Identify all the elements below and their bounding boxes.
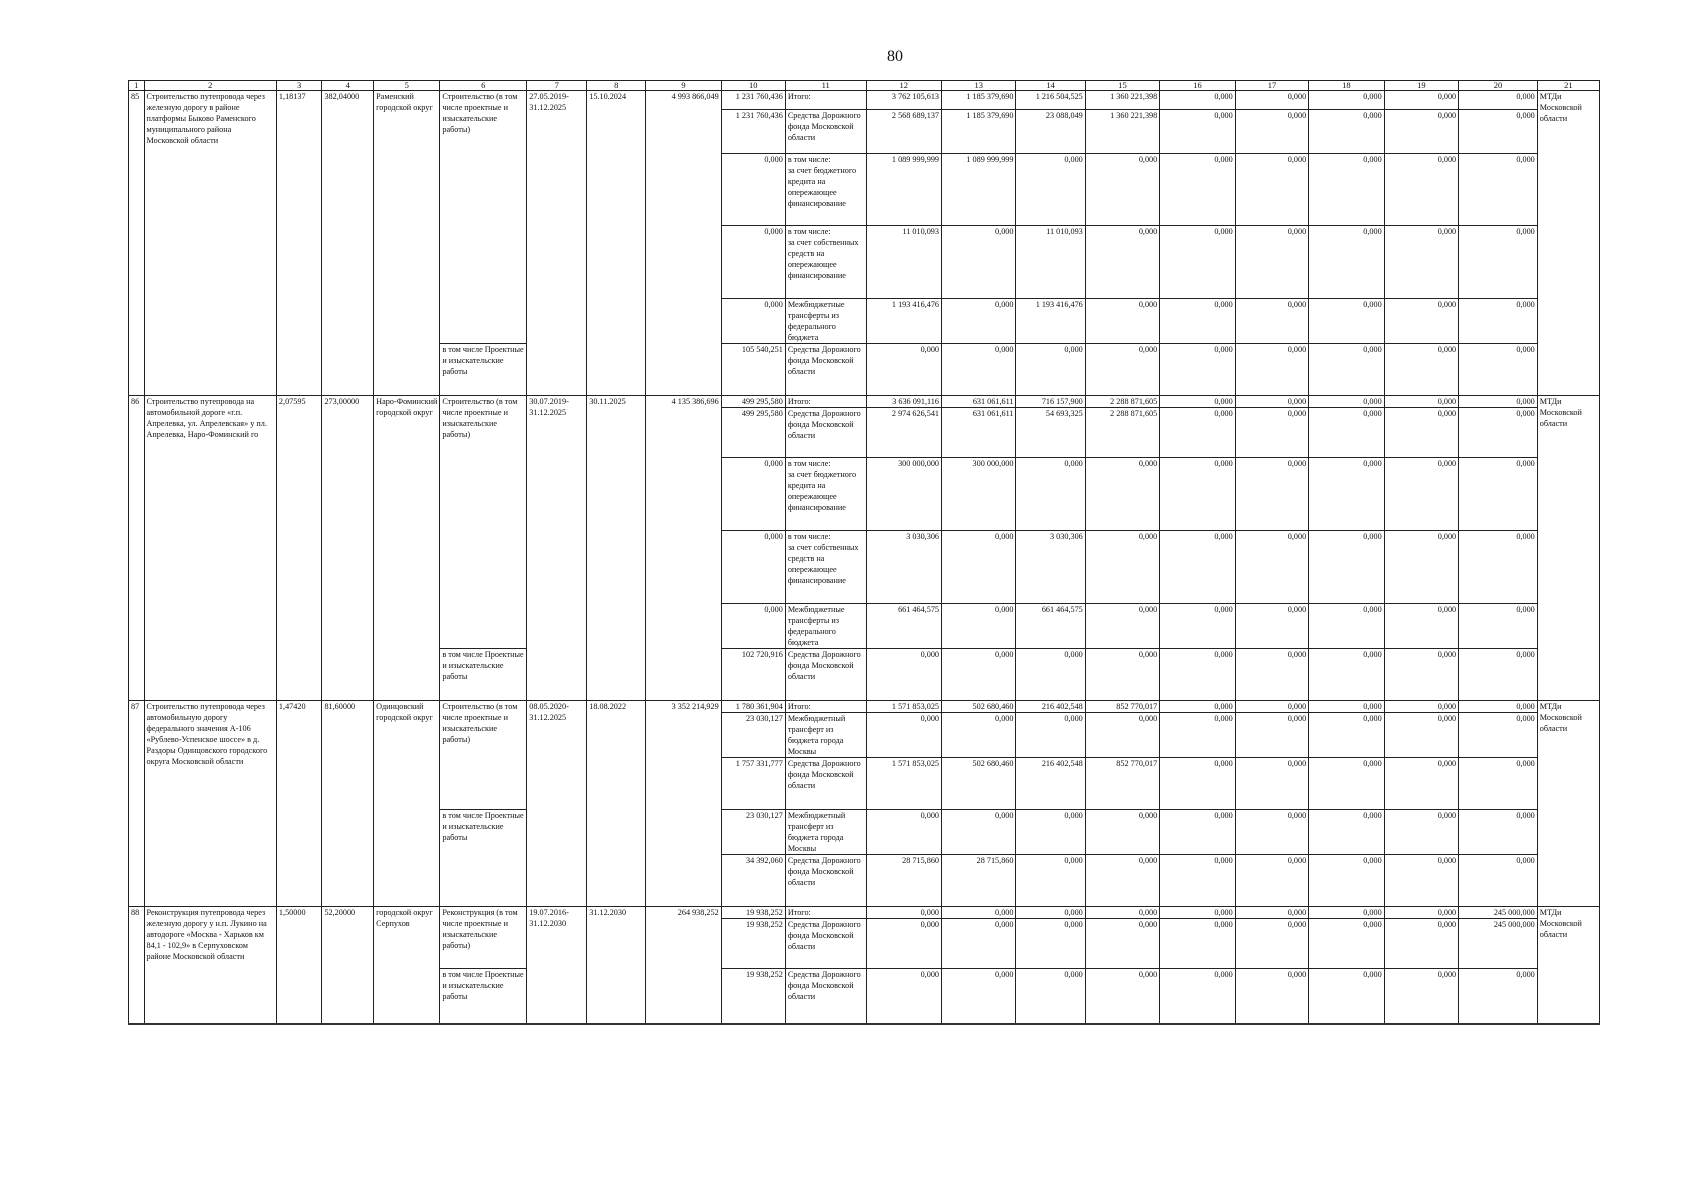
year-amount: 0,000 <box>1384 344 1458 396</box>
year-amount: 0,000 <box>942 713 1016 758</box>
column-number-header: 20 <box>1459 81 1538 91</box>
year-amount: 0,000 <box>1459 969 1538 1024</box>
financed-amount: 1 757 331,777 <box>721 758 785 810</box>
object-name: Строительство путепровода через автомобильную дорогу федерального значения А-106 «Рублево-Успенское шоссе» в д. Раздоры Одинцовского городского округа Московской области <box>144 701 276 907</box>
work-type: Строительство (в том числе проектные и изыскательские работы) <box>440 396 527 649</box>
year-amount: 0,000 <box>942 344 1016 396</box>
year-amount: 11 010,093 <box>866 226 942 299</box>
column-number-header: 10 <box>721 81 785 91</box>
financed-amount: 102 720,916 <box>721 649 785 701</box>
column-number-header: 9 <box>646 81 722 91</box>
column-number-header: 11 <box>785 81 866 91</box>
year-amount: 300 000,000 <box>866 458 942 531</box>
year-amount: 0,000 <box>1085 154 1159 226</box>
row-number: 88 <box>129 907 145 1024</box>
page-number: 80 <box>887 48 903 65</box>
year-amount: 0,000 <box>866 919 942 969</box>
year-amount: 0,000 <box>1235 713 1308 758</box>
budget-table-body <box>129 81 1600 1024</box>
year-amount: 0,000 <box>1384 907 1458 919</box>
length-m: 81,60000 <box>322 701 374 907</box>
year-amount: 0,000 <box>1160 649 1236 701</box>
column-number-header: 18 <box>1309 81 1385 91</box>
financed-amount: 1 231 760,436 <box>721 110 785 154</box>
financed-amount: 34 392,060 <box>721 855 785 907</box>
financed-amount: 23 030,127 <box>721 810 785 855</box>
year-amount: 502 680,460 <box>942 758 1016 810</box>
responsible-body: МТДи Московской области <box>1537 907 1599 1024</box>
year-amount: 0,000 <box>1459 758 1538 810</box>
year-amount: 0,000 <box>1160 226 1236 299</box>
year-amount: 0,000 <box>1309 344 1385 396</box>
year-amount: 1 193 416,476 <box>866 299 942 344</box>
column-number-header: 4 <box>322 81 374 91</box>
year-amount: 28 715,860 <box>942 855 1016 907</box>
year-amount: 11 010,093 <box>1016 226 1085 299</box>
funding-source: Итого: <box>785 701 866 713</box>
column-number-header: 8 <box>587 81 646 91</box>
financed-amount: 1 231 760,436 <box>721 91 785 110</box>
year-amount: 1 216 504,525 <box>1016 91 1085 110</box>
year-amount: 3 030,306 <box>866 531 942 604</box>
funding-source: Средства Дорожного фонда Московской области <box>785 408 866 458</box>
year-amount: 0,000 <box>1459 701 1538 713</box>
year-amount: 0,000 <box>942 810 1016 855</box>
year-amount: 661 464,575 <box>1016 604 1085 649</box>
year-amount: 0,000 <box>1016 649 1085 701</box>
year-amount: 0,000 <box>1384 701 1458 713</box>
year-amount: 3 030,306 <box>1016 531 1085 604</box>
year-amount: 3 762 105,613 <box>866 91 942 110</box>
year-amount: 0,000 <box>1309 91 1385 110</box>
column-number-header: 12 <box>866 81 942 91</box>
financed-amount: 0,000 <box>721 299 785 344</box>
year-amount: 0,000 <box>1235 458 1308 531</box>
year-amount: 0,000 <box>1309 649 1385 701</box>
object-name: Строительство путепровода через железную дорогу в районе платформы Быково Раменского муниципального района Московской области <box>144 91 276 396</box>
year-amount: 0,000 <box>1309 919 1385 969</box>
column-number-header: 21 <box>1537 81 1599 91</box>
year-amount: 0,000 <box>1085 604 1159 649</box>
year-amount: 0,000 <box>1085 299 1159 344</box>
year-amount: 0,000 <box>1309 396 1385 408</box>
work-type: в том числе Проектные и изыскательские работы <box>440 969 527 1024</box>
year-amount: 0,000 <box>1085 531 1159 604</box>
year-amount: 0,000 <box>1016 855 1085 907</box>
year-amount: 0,000 <box>1309 855 1385 907</box>
year-amount: 0,000 <box>1016 344 1085 396</box>
funding-source: в том числе: за счет бюджетного кредита на опережающее финансирование <box>785 154 866 226</box>
year-amount: 631 061,611 <box>942 408 1016 458</box>
year-amount: 1 571 853,025 <box>866 758 942 810</box>
year-amount: 0,000 <box>1384 531 1458 604</box>
responsible-body: МТДи Московской области <box>1537 91 1599 396</box>
funding-source: Средства Дорожного фонда Московской области <box>785 344 866 396</box>
year-amount: 0,000 <box>866 810 942 855</box>
year-amount: 0,000 <box>866 649 942 701</box>
funding-source: Средства Дорожного фонда Московской области <box>785 758 866 810</box>
financed-amount: 0,000 <box>721 154 785 226</box>
year-amount: 0,000 <box>1016 919 1085 969</box>
year-amount: 0,000 <box>1235 907 1308 919</box>
column-number-header: 7 <box>527 81 587 91</box>
financed-amount: 0,000 <box>721 604 785 649</box>
year-amount: 0,000 <box>1384 919 1458 969</box>
year-amount: 1 360 221,398 <box>1085 110 1159 154</box>
work-period: 08.05.2020- 31.12.2025 <box>527 701 587 907</box>
column-number-header: 14 <box>1016 81 1085 91</box>
year-amount: 0,000 <box>866 713 942 758</box>
work-type: в том числе Проектные и изыскательские работы <box>440 344 527 396</box>
year-amount: 0,000 <box>1160 701 1236 713</box>
year-amount: 1 089 999,999 <box>942 154 1016 226</box>
year-amount: 0,000 <box>1160 907 1236 919</box>
year-amount: 0,000 <box>1459 531 1538 604</box>
year-amount: 0,000 <box>1384 154 1458 226</box>
financed-amount: 19 938,252 <box>721 969 785 1024</box>
year-amount: 0,000 <box>1309 758 1385 810</box>
length-m: 52,20000 <box>322 907 374 1024</box>
financed-amount: 19 938,252 <box>721 919 785 969</box>
year-amount: 0,000 <box>1384 855 1458 907</box>
year-amount: 0,000 <box>1160 758 1236 810</box>
estimated-cost: 3 352 214,929 <box>646 701 722 907</box>
responsible-body: МТДи Московской области <box>1537 396 1599 701</box>
year-amount: 23 088,049 <box>1016 110 1085 154</box>
completion-date: 30.11.2025 <box>587 396 646 701</box>
estimated-cost: 264 938,252 <box>646 907 722 1024</box>
year-amount: 0,000 <box>1459 649 1538 701</box>
year-amount: 0,000 <box>1235 649 1308 701</box>
year-amount: 0,000 <box>1235 408 1308 458</box>
year-amount: 0,000 <box>1384 408 1458 458</box>
year-amount: 0,000 <box>1459 154 1538 226</box>
year-amount: 0,000 <box>1160 110 1236 154</box>
year-amount: 0,000 <box>1384 91 1458 110</box>
year-amount: 0,000 <box>1085 226 1159 299</box>
year-amount: 0,000 <box>1309 969 1385 1024</box>
year-amount: 2 288 871,605 <box>1085 396 1159 408</box>
year-amount: 2 568 689,137 <box>866 110 942 154</box>
year-amount: 0,000 <box>1160 458 1236 531</box>
year-amount: 0,000 <box>1459 344 1538 396</box>
year-amount: 0,000 <box>1459 408 1538 458</box>
year-amount: 0,000 <box>942 531 1016 604</box>
year-amount: 216 402,548 <box>1016 701 1085 713</box>
year-amount: 0,000 <box>1309 531 1385 604</box>
financed-amount: 105 540,251 <box>721 344 785 396</box>
year-amount: 0,000 <box>1016 154 1085 226</box>
year-amount: 0,000 <box>1085 713 1159 758</box>
year-amount: 0,000 <box>1085 919 1159 969</box>
year-amount: 0,000 <box>1384 604 1458 649</box>
year-amount: 216 402,548 <box>1016 758 1085 810</box>
year-amount: 0,000 <box>1384 396 1458 408</box>
year-amount: 0,000 <box>1235 299 1308 344</box>
year-amount: 0,000 <box>942 969 1016 1024</box>
year-amount: 245 000,000 <box>1459 907 1538 919</box>
year-amount: 0,000 <box>1459 855 1538 907</box>
column-number-header: 6 <box>440 81 527 91</box>
year-amount: 0,000 <box>866 969 942 1024</box>
year-amount: 0,000 <box>1160 91 1236 110</box>
year-amount: 852 770,017 <box>1085 701 1159 713</box>
financed-amount: 23 030,127 <box>721 713 785 758</box>
completion-date: 18.08.2022 <box>587 701 646 907</box>
work-type: Строительство (в том числе проектные и изыскательские работы) <box>440 701 527 810</box>
year-amount: 0,000 <box>1160 810 1236 855</box>
funding-source: Итого: <box>785 396 866 408</box>
year-amount: 0,000 <box>1235 344 1308 396</box>
year-amount: 300 000,000 <box>942 458 1016 531</box>
year-amount: 54 693,325 <box>1016 408 1085 458</box>
column-number-header: 3 <box>276 81 322 91</box>
funding-source: Межбюджетные трансферты из федерального бюджета <box>785 299 866 344</box>
year-amount: 0,000 <box>1235 855 1308 907</box>
year-amount: 0,000 <box>1384 713 1458 758</box>
year-amount: 0,000 <box>1016 907 1085 919</box>
column-number-row <box>129 81 1600 91</box>
row-number: 86 <box>129 396 145 701</box>
table-row <box>129 91 1600 110</box>
year-amount: 0,000 <box>1085 649 1159 701</box>
year-amount: 0,000 <box>1309 907 1385 919</box>
year-amount: 0,000 <box>1016 969 1085 1024</box>
length-m: 273,00000 <box>322 396 374 701</box>
year-amount: 0,000 <box>1384 649 1458 701</box>
funding-source: Средства Дорожного фонда Московской области <box>785 919 866 969</box>
year-amount: 0,000 <box>1160 299 1236 344</box>
year-amount: 0,000 <box>1235 110 1308 154</box>
year-amount: 0,000 <box>1309 604 1385 649</box>
year-amount: 1 360 221,398 <box>1085 91 1159 110</box>
year-amount: 0,000 <box>1384 110 1458 154</box>
year-amount: 0,000 <box>1384 758 1458 810</box>
year-amount: 0,000 <box>1459 110 1538 154</box>
column-number-header: 16 <box>1160 81 1236 91</box>
year-amount: 245 000,000 <box>1459 919 1538 969</box>
year-amount: 0,000 <box>1160 604 1236 649</box>
year-amount: 0,000 <box>1016 713 1085 758</box>
row-number: 85 <box>129 91 145 396</box>
year-amount: 2 974 626,541 <box>866 408 942 458</box>
year-amount: 0,000 <box>942 299 1016 344</box>
year-amount: 0,000 <box>1235 531 1308 604</box>
year-amount: 0,000 <box>942 649 1016 701</box>
funding-source: в том числе: за счет собственных средств на опережающее финансирование <box>785 226 866 299</box>
municipality: Раменский городской округ <box>374 91 440 396</box>
year-amount: 0,000 <box>1309 713 1385 758</box>
year-amount: 0,000 <box>1309 408 1385 458</box>
year-amount: 0,000 <box>1235 758 1308 810</box>
year-amount: 0,000 <box>1309 154 1385 226</box>
completion-date: 31.12.2030 <box>587 907 646 1024</box>
year-amount: 3 636 091,116 <box>866 396 942 408</box>
table-row <box>129 396 1600 408</box>
funding-source: Средства Дорожного фонда Московской области <box>785 649 866 701</box>
year-amount: 0,000 <box>1459 396 1538 408</box>
column-number-header: 15 <box>1085 81 1159 91</box>
funding-source: Межбюджетный трансферт из бюджета города Москвы <box>785 810 866 855</box>
length-km: 1,50000 <box>276 907 322 1024</box>
funding-source: в том числе: за счет бюджетного кредита на опережающее финансирование <box>785 458 866 531</box>
column-number-header: 17 <box>1235 81 1308 91</box>
work-period: 27.05.2019- 31.12.2025 <box>527 91 587 396</box>
year-amount: 0,000 <box>1160 344 1236 396</box>
municipality: Наро-Фоминский городской округ <box>374 396 440 701</box>
funding-source: Средства Дорожного фонда Московской области <box>785 110 866 154</box>
column-number-header: 13 <box>942 81 1016 91</box>
object-name: Реконструкция путепровода через железную дорогу у н.п. Лукино на автодороге «Москва - Харьков км 84,1 - 102,9» в Серпуховском районе Московской области <box>144 907 276 1024</box>
year-amount: 631 061,611 <box>942 396 1016 408</box>
year-amount: 0,000 <box>1235 810 1308 855</box>
length-km: 2,07595 <box>276 396 322 701</box>
year-amount: 716 157,900 <box>1016 396 1085 408</box>
year-amount: 0,000 <box>942 226 1016 299</box>
year-amount: 0,000 <box>1160 969 1236 1024</box>
budget-table <box>128 80 1600 1025</box>
year-amount: 0,000 <box>1235 91 1308 110</box>
year-amount: 2 288 871,605 <box>1085 408 1159 458</box>
year-amount: 0,000 <box>866 344 942 396</box>
year-amount: 0,000 <box>1384 226 1458 299</box>
year-amount: 0,000 <box>1160 396 1236 408</box>
year-amount: 0,000 <box>1384 969 1458 1024</box>
year-amount: 0,000 <box>1459 91 1538 110</box>
year-amount: 0,000 <box>1085 855 1159 907</box>
funding-source: Средства Дорожного фонда Московской области <box>785 855 866 907</box>
year-amount: 0,000 <box>866 907 942 919</box>
year-amount: 0,000 <box>1085 969 1159 1024</box>
table-row <box>129 907 1600 919</box>
year-amount: 1 089 999,999 <box>866 154 942 226</box>
year-amount: 1 571 853,025 <box>866 701 942 713</box>
year-amount: 0,000 <box>1384 810 1458 855</box>
funding-source: Итого: <box>785 91 866 110</box>
year-amount: 0,000 <box>1016 810 1085 855</box>
year-amount: 0,000 <box>1384 299 1458 344</box>
year-amount: 0,000 <box>1459 810 1538 855</box>
work-type: в том числе Проектные и изыскательские работы <box>440 810 527 907</box>
funding-source: Средства Дорожного фонда Московской области <box>785 969 866 1024</box>
year-amount: 0,000 <box>1085 810 1159 855</box>
responsible-body: МТДи Московской области <box>1537 701 1599 907</box>
year-amount: 0,000 <box>1309 226 1385 299</box>
column-number-header: 2 <box>144 81 276 91</box>
year-amount: 0,000 <box>1085 458 1159 531</box>
municipality: городской округ Серпухов <box>374 907 440 1024</box>
year-amount: 0,000 <box>1160 531 1236 604</box>
table-row <box>129 701 1600 713</box>
column-number-header: 5 <box>374 81 440 91</box>
year-amount: 0,000 <box>1085 344 1159 396</box>
year-amount: 0,000 <box>1235 701 1308 713</box>
work-type: в том числе Проектные и изыскательские работы <box>440 649 527 701</box>
year-amount: 0,000 <box>1459 226 1538 299</box>
work-period: 30.07.2019- 31.12.2025 <box>527 396 587 701</box>
year-amount: 0,000 <box>1160 408 1236 458</box>
estimated-cost: 4 993 866,049 <box>646 91 722 396</box>
year-amount: 0,000 <box>1309 458 1385 531</box>
year-amount: 0,000 <box>1235 226 1308 299</box>
year-amount: 0,000 <box>1160 154 1236 226</box>
year-amount: 0,000 <box>1459 458 1538 531</box>
year-amount: 0,000 <box>942 604 1016 649</box>
financed-amount: 0,000 <box>721 226 785 299</box>
financed-amount: 1 780 361,904 <box>721 701 785 713</box>
year-amount: 1 185 379,690 <box>942 91 1016 110</box>
year-amount: 0,000 <box>1309 110 1385 154</box>
year-amount: 1 193 416,476 <box>1016 299 1085 344</box>
year-amount: 852 770,017 <box>1085 758 1159 810</box>
column-number-header: 1 <box>129 81 145 91</box>
year-amount: 661 464,575 <box>866 604 942 649</box>
financed-amount: 499 295,580 <box>721 408 785 458</box>
length-km: 1,47420 <box>276 701 322 907</box>
year-amount: 0,000 <box>1160 855 1236 907</box>
year-amount: 0,000 <box>1160 919 1236 969</box>
work-type: Строительство (в том числе проектные и изыскательские работы) <box>440 91 527 344</box>
municipality: Одинцовский городской округ <box>374 701 440 907</box>
year-amount: 28 715,860 <box>866 855 942 907</box>
financed-amount: 0,000 <box>721 531 785 604</box>
year-amount: 0,000 <box>1235 396 1308 408</box>
year-amount: 0,000 <box>1235 969 1308 1024</box>
column-number-header: 19 <box>1384 81 1458 91</box>
year-amount: 502 680,460 <box>942 701 1016 713</box>
financed-amount: 499 295,580 <box>721 396 785 408</box>
year-amount: 1 185 379,690 <box>942 110 1016 154</box>
length-m: 382,04000 <box>322 91 374 396</box>
year-amount: 0,000 <box>1016 458 1085 531</box>
year-amount: 0,000 <box>1309 810 1385 855</box>
year-amount: 0,000 <box>1309 299 1385 344</box>
object-name: Строительство путепровода на автомобильной дороге «г.п. Апрелевка, ул. Апрелевская» у пл. Апрелевка, Наро-Фоминский го <box>144 396 276 701</box>
year-amount: 0,000 <box>1160 713 1236 758</box>
funding-source: в том числе: за счет собственных средств на опережающее финансирование <box>785 531 866 604</box>
year-amount: 0,000 <box>1235 154 1308 226</box>
year-amount: 0,000 <box>1459 604 1538 649</box>
work-period: 19.07.2016- 31.12.2030 <box>527 907 587 1024</box>
year-amount: 0,000 <box>1309 701 1385 713</box>
funding-source: Итого: <box>785 907 866 919</box>
funding-source: Межбюджетный трансферт из бюджета города Москвы <box>785 713 866 758</box>
year-amount: 0,000 <box>942 907 1016 919</box>
work-type: Реконструкция (в том числе проектные и изыскательские работы) <box>440 907 527 969</box>
year-amount: 0,000 <box>1085 907 1159 919</box>
completion-date: 15.10.2024 <box>587 91 646 396</box>
length-km: 1,18137 <box>276 91 322 396</box>
year-amount: 0,000 <box>1235 604 1308 649</box>
year-amount: 0,000 <box>942 919 1016 969</box>
year-amount: 0,000 <box>1459 713 1538 758</box>
row-number: 87 <box>129 701 145 907</box>
year-amount: 0,000 <box>1459 299 1538 344</box>
estimated-cost: 4 135 386,696 <box>646 396 722 701</box>
financed-amount: 19 938,252 <box>721 907 785 919</box>
year-amount: 0,000 <box>1235 919 1308 969</box>
financed-amount: 0,000 <box>721 458 785 531</box>
year-amount: 0,000 <box>1384 458 1458 531</box>
funding-source: Межбюджетные трансферты из федерального бюджета <box>785 604 866 649</box>
